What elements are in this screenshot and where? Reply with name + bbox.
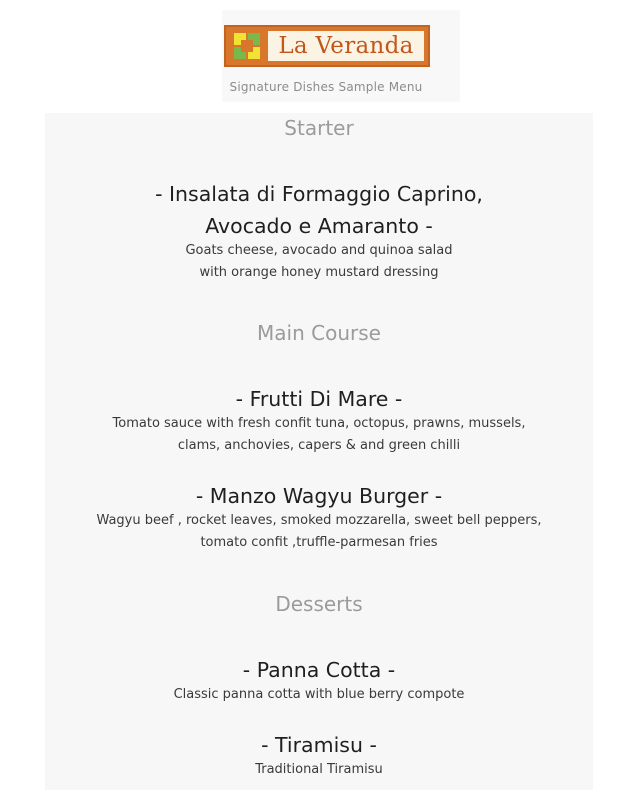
dish-name-frutti-di-mare: - Frutti Di Mare - bbox=[235, 387, 403, 411]
description-line: Wagyu beef , rocket leaves, smoked mozzarella, sweet bell peppers, bbox=[96, 513, 542, 528]
section-heading-starter: Starter bbox=[284, 116, 354, 140]
dish-description-manzo-wagyu-burger bbox=[40, 510, 598, 554]
menu-subtitle: Signature Dishes Sample Menu bbox=[229, 80, 423, 94]
logo-wordmark: La Veranda bbox=[268, 31, 424, 61]
restaurant-logo bbox=[224, 25, 430, 67]
dish-name-line: - Insalata di Formaggio Caprino, bbox=[155, 182, 483, 206]
dish-name-manzo-wagyu-burger: - Manzo Wagyu Burger - bbox=[195, 484, 443, 508]
description-line: with orange honey mustard dressing bbox=[199, 265, 439, 280]
description-line: Tomato sauce with fresh confit tuna, octopus, prawns, mussels, bbox=[112, 416, 526, 431]
logo-square-center bbox=[241, 40, 253, 52]
description-line: Goats cheese, avocado and quinoa salad bbox=[185, 243, 453, 258]
logo-squares-icon bbox=[232, 31, 262, 61]
dish-name-panna-cotta: - Panna Cotta - bbox=[242, 658, 396, 682]
description-line: clams, anchovies, capers & and green chilli bbox=[177, 438, 461, 453]
section-heading-desserts: Desserts bbox=[275, 592, 363, 616]
description-line: tomato confit ,truffle-parmesan fries bbox=[200, 535, 438, 550]
dish-description-panna-cotta: Classic panna cotta with blue berry compote bbox=[173, 687, 465, 702]
dish-description-frutti-di-mare bbox=[40, 413, 598, 457]
section-heading-main-course: Main Course bbox=[257, 321, 381, 345]
dish-name-line: Avocado e Amaranto - bbox=[205, 214, 433, 238]
dish-name-insalata bbox=[40, 178, 598, 242]
dish-name-tiramisu: - Tiramisu - bbox=[261, 733, 377, 757]
dish-description-insalata bbox=[40, 240, 598, 284]
dish-description-tiramisu: Traditional Tiramisu bbox=[255, 762, 383, 777]
